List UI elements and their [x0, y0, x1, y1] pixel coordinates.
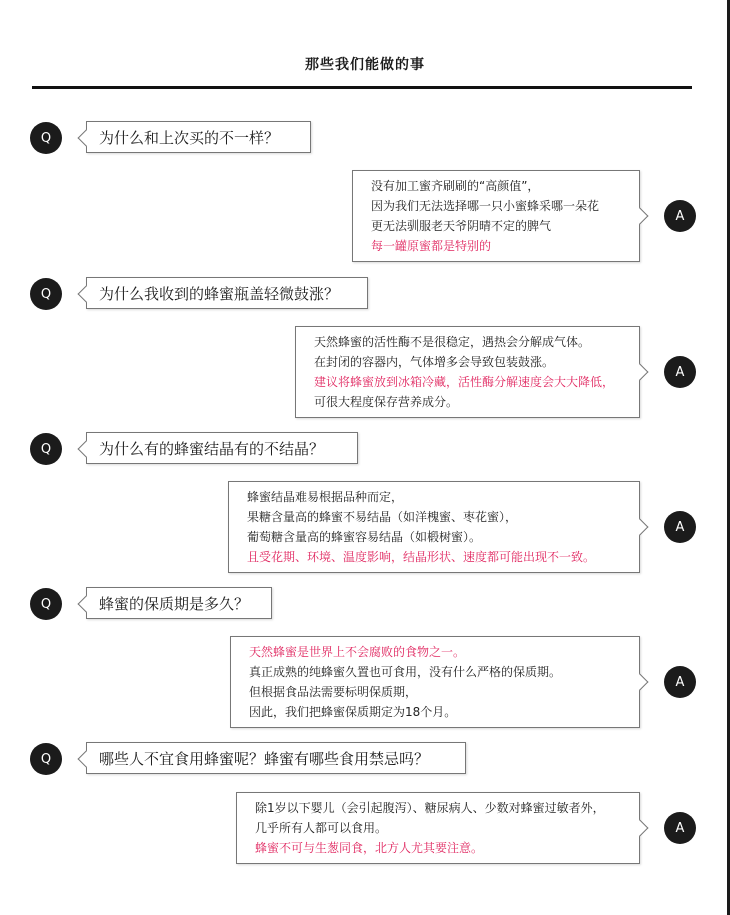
answer-line: 真正成熟的纯蜂蜜久置也可食用，没有什么严格的保质期。 — [249, 665, 562, 679]
question-bubble: 哪些人不宜食用蜂蜜呢？蜂蜜有哪些食用禁忌吗？ — [86, 742, 466, 774]
answer-line: 几乎所有人都可以食用。 — [255, 821, 388, 835]
q-marker-icon: Q — [30, 743, 62, 775]
a-marker-icon: A — [664, 812, 696, 844]
answer-bubble — [236, 792, 640, 864]
q-marker-icon: Q — [30, 278, 62, 310]
title-divider — [32, 86, 692, 89]
answer-line: 葡萄糖含量高的蜂蜜容易结晶（如椴树蜜）。 — [247, 530, 482, 544]
answer-bubble — [295, 326, 640, 418]
page-title: 那些我们能做的事 — [305, 57, 425, 73]
answer-line: 因为我们无法选择哪一只小蜜蜂采哪一朵花 — [371, 199, 600, 213]
a-marker-icon: A — [664, 356, 696, 388]
answer-line: 更无法驯服老天爷阴晴不定的脾气 — [371, 219, 552, 233]
a-marker-icon: A — [664, 666, 696, 698]
question-bubble: 蜂蜜的保质期是多久？ — [86, 587, 272, 619]
answer-line: 果糖含量高的蜂蜜不易结晶（如洋槐蜜、枣花蜜）， — [247, 510, 518, 524]
answer-line: 在封闭的容器内，气体增多会导致包装鼓涨。 — [314, 355, 555, 369]
answer-line-highlight: 天然蜂蜜是世界上不会腐败的食物之一。 — [249, 645, 466, 659]
answer-line: 没有加工蜜齐刷刷的“高颜值”， — [371, 179, 540, 193]
q-marker-icon: Q — [30, 588, 62, 620]
question-bubble: 为什么我收到的蜂蜜瓶盖轻微鼓涨？ — [86, 277, 368, 309]
answer-line-highlight: 建议将蜂蜜放到冰箱冷藏，活性酶分解速度会大大降低， — [314, 375, 615, 389]
answer-line: 但根据食品法需要标明保质期， — [249, 685, 418, 699]
answer-line-highlight: 且受花期、环境、温度影响，结晶形状、速度都可能出现不一致。 — [247, 550, 596, 564]
answer-bubble — [352, 170, 640, 262]
question-bubble: 为什么有的蜂蜜结晶有的不结晶？ — [86, 432, 358, 464]
answer-line: 天然蜂蜜的活性酶不是很稳定，遇热会分解成气体。 — [314, 335, 591, 349]
answer-line: 除1岁以下婴儿（会引起腹泻）、糖尿病人、少数对蜂蜜过敏者外， — [255, 801, 605, 815]
question-bubble: 为什么和上次买的不一样？ — [86, 121, 311, 153]
q-marker-icon: Q — [30, 122, 62, 154]
a-marker-icon: A — [664, 200, 696, 232]
answer-line: 蜂蜜结晶难易根据品种而定， — [247, 490, 404, 504]
answer-line-highlight: 蜂蜜不可与生葱同食，北方人尤其要注意。 — [255, 841, 484, 855]
q-marker-icon: Q — [30, 433, 62, 465]
answer-line: 可很大程度保存营养成分。 — [314, 395, 459, 409]
answer-bubble — [230, 636, 640, 728]
answer-line-highlight: 每一罐原蜜都是特别的 — [371, 239, 492, 253]
a-marker-icon: A — [664, 511, 696, 543]
answer-line: 因此，我们把蜂蜜保质期定为18个月。 — [249, 705, 457, 719]
answer-bubble — [228, 481, 640, 573]
